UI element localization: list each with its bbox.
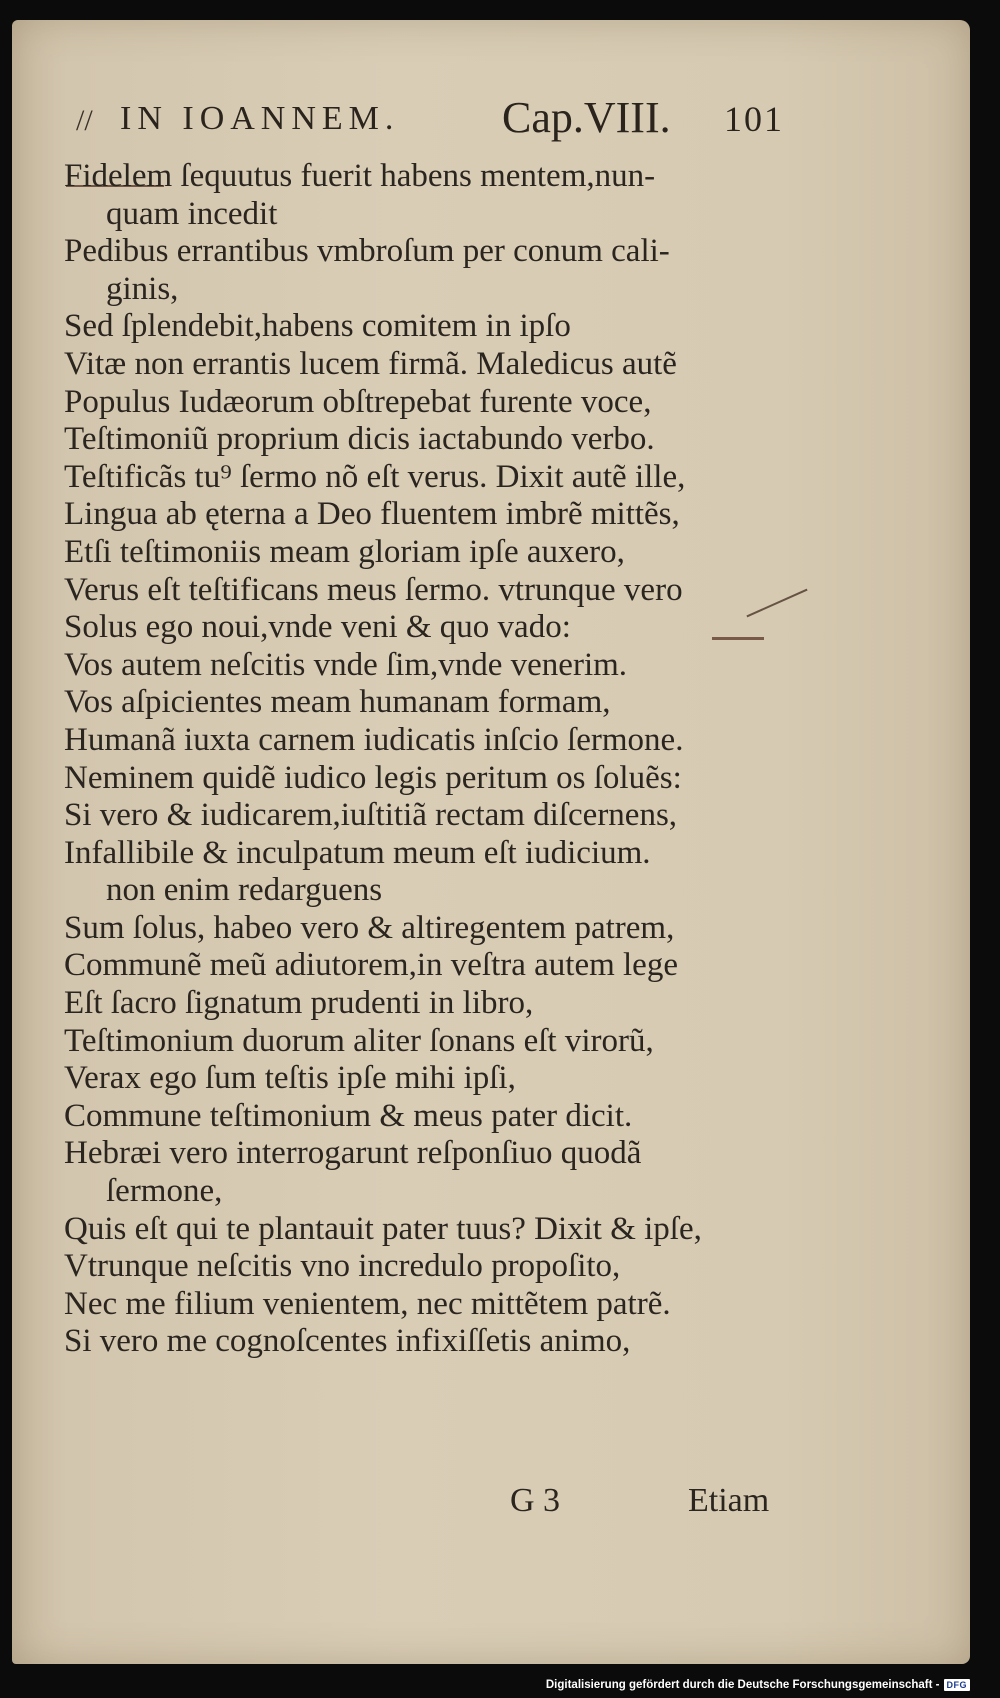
text-line: Sed ſplendebit,habens comitem in ipſo [64, 308, 571, 345]
margin-mark: // [76, 104, 93, 137]
text-line: quam incedit [106, 195, 278, 232]
text-line: Pedibus errantibus vmbroſum per conum cali- [64, 233, 670, 270]
text-line: Hebræi vero interrogarunt reſponſiuo quodã [64, 1135, 642, 1172]
text-line: Vtrunque neſcitis vno incredulo propoſito, [64, 1248, 621, 1285]
text-line: Humanã iuxta carnem iudicatis inſcio ſermone. [64, 721, 684, 758]
text-line: Solus ego noui,vnde veni & quo vado: [64, 609, 571, 646]
page-footer [12, 1478, 802, 1526]
text-line: ginis, [106, 270, 179, 307]
text-line: Vitæ non errantis lucem firmã. Maledicus autẽ [64, 345, 677, 382]
text-line: Lingua ab ęterna a Deo fluentem imbrẽ mittẽs, [64, 496, 680, 533]
text-line: Neminem quidẽ iudico legis peritum os ſoluẽs: [64, 759, 682, 796]
text-line: ſermone, [106, 1173, 223, 1210]
credit-text: Digitalisierung gefördert durch die Deutsche Forschungsgemeinschaft - [545, 1679, 940, 1691]
text-line: Si vero me cognoſcentes infixiſſetis animo, [64, 1323, 631, 1360]
text-line: non enim redarguens [106, 872, 383, 909]
running-title: IN IOANNEM. [120, 100, 400, 137]
text-line: Eſt ſacro ſignatum prudenti in libro, [64, 985, 534, 1022]
text-line: Teſtificãs tu⁹ ſermo nõ eſt verus. Dixit autẽ ille, [64, 458, 686, 495]
text-line: Teſtimonium duorum aliter ſonans eſt virorũ, [64, 1022, 654, 1059]
text-line: Populus Iudæorum obſtrepebat furente voce, [64, 383, 652, 420]
book-page [12, 20, 970, 1664]
signature-mark: G 3 [510, 1482, 561, 1519]
text-line: Verus eſt teſtificans meus ſermo. vtrunque vero [64, 571, 683, 608]
text-line: Commune teſtimonium & meus pater dicit. [64, 1097, 633, 1134]
running-header [76, 82, 786, 142]
text-line: Teſtimoniũ proprium dicis iactabundo verbo. [64, 421, 655, 458]
verse-text-block [64, 158, 804, 1361]
text-line: Verax ego ſum teſtis ipſe mihi ipſi, [64, 1060, 516, 1097]
text-line: Vos autem neſcitis vnde ſim,vnde venerim. [64, 646, 628, 683]
text-line: Fidelem ſequutus fuerit habens mentem,nun- [64, 158, 656, 194]
text-line: Vos aſpicientes meam humanam formam, [64, 684, 611, 721]
text-line: Sum ſolus, habeo vero & altiregentem patrem, [64, 909, 675, 946]
dfg-logo: DFG [944, 1679, 971, 1691]
text-line: Infallibile & inculpatum meum eſt iudicium. [64, 834, 651, 871]
text-line: Quis eſt qui te plantauit pater tuus? Dixit & ipſe, [64, 1210, 702, 1247]
catchword: Etiam [688, 1482, 770, 1519]
text-line: Etſi teſtimoniis meam gloriam ipſe auxero, [64, 533, 625, 570]
page-number: 101 [724, 99, 784, 139]
chapter-label: Cap.VIII. [502, 93, 671, 142]
text-line: Communẽ meũ adiutorem,in veſtra autem lege [64, 947, 678, 984]
digitization-credit [546, 1676, 970, 1694]
text-line: Nec me filium venientem, nec mittẽtem patrẽ. [64, 1285, 671, 1322]
text-line: Si vero & iudicarem,iuſtitiã rectam diſcernens, [64, 797, 678, 834]
